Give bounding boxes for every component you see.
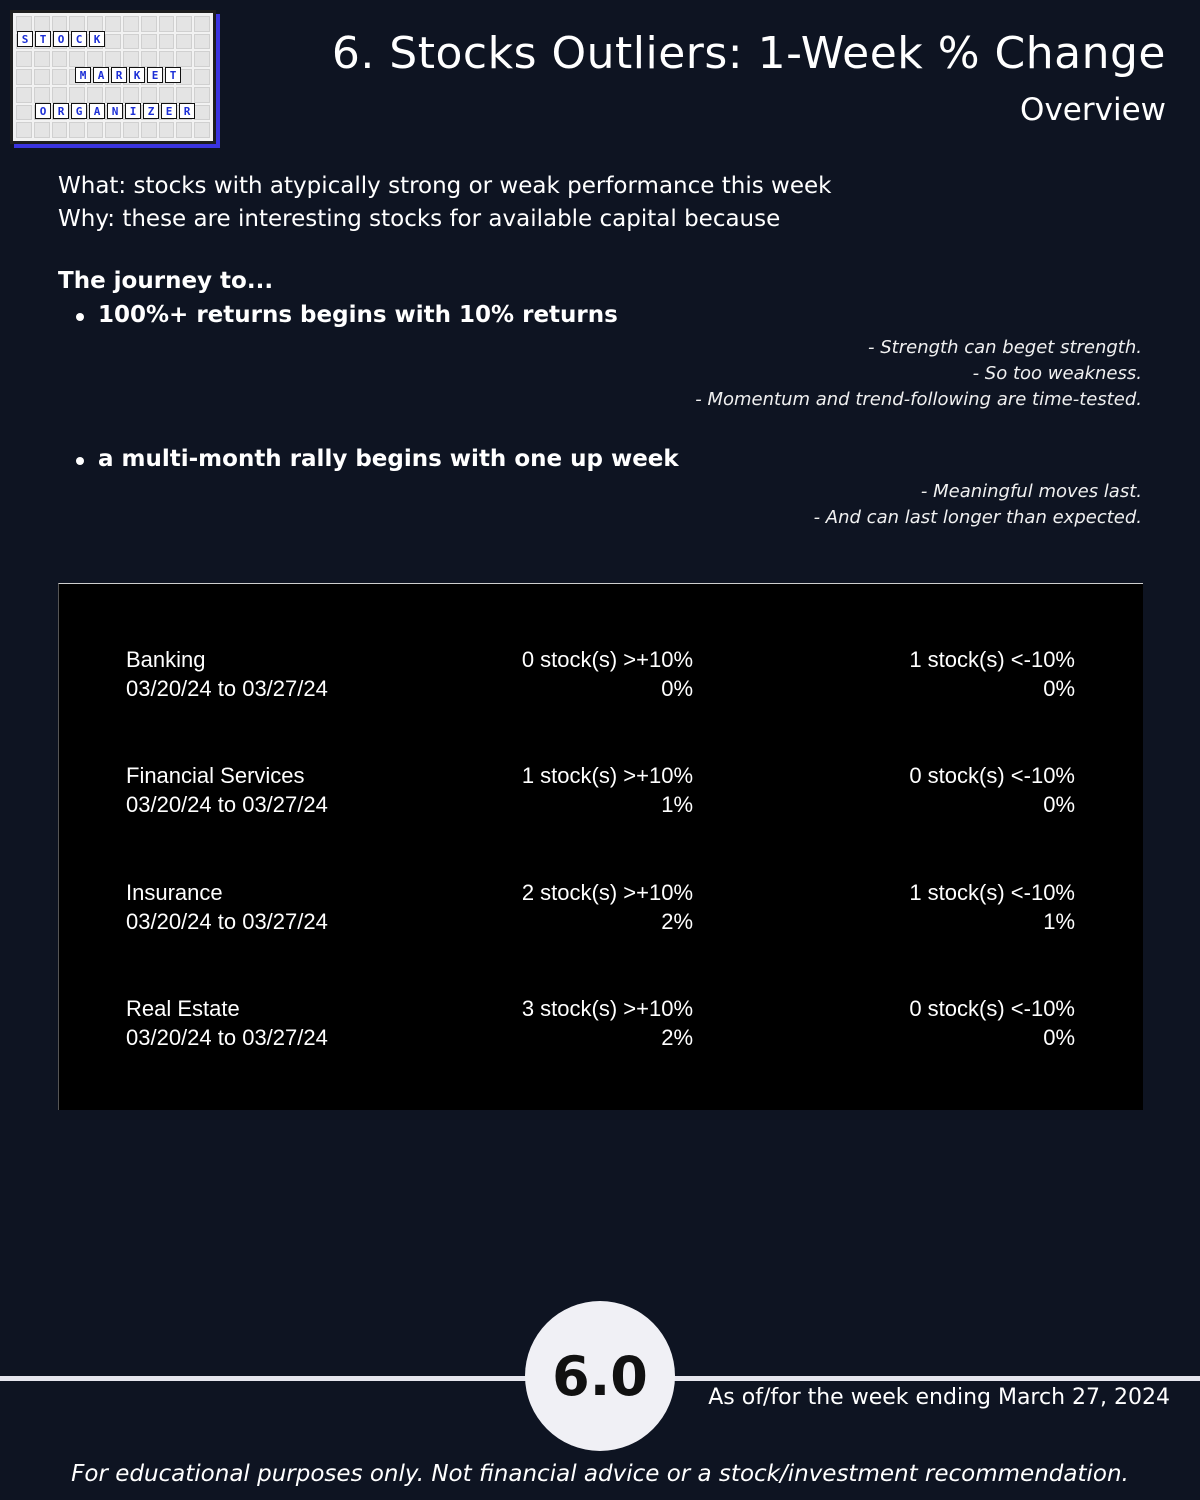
journey-notes-2 [814, 479, 1142, 531]
logo-letter: R [111, 67, 127, 83]
logo-letter: R [53, 103, 69, 119]
table-row [59, 761, 1143, 821]
intro-why: Why: these are interesting stocks for available capital because [58, 206, 781, 232]
logo-cell [105, 34, 121, 50]
journey-notes-1 [695, 335, 1142, 413]
logo-cell [52, 122, 68, 138]
date-range: 03/20/24 to 03/27/24 [126, 1025, 328, 1050]
logo-cell [69, 16, 85, 32]
logo-cell [105, 51, 121, 67]
as-of-date: As of/for the week ending March 27, 2024 [708, 1385, 1170, 1410]
logo-cell [34, 122, 50, 138]
sector-name: Insurance [126, 880, 223, 905]
sector-cell [126, 761, 328, 819]
up-count: 3 stock(s) >+10% [521, 996, 693, 1021]
logo-cell [87, 51, 103, 67]
logo-letter: T [35, 31, 51, 47]
logo-letter: C [71, 31, 87, 47]
up-pct: 2% [661, 1025, 693, 1050]
page-subtitle: Overview [1020, 92, 1166, 128]
journey-bullet-2: a multi-month rally begins with one up week [98, 446, 679, 472]
up-cell [522, 994, 693, 1052]
logo-cell [159, 34, 175, 50]
logo-letter: R [179, 103, 195, 119]
logo-letter: T [165, 67, 181, 83]
sector-name: Banking [126, 647, 206, 672]
down-pct: 0% [1043, 1025, 1075, 1050]
down-pct: 0% [1043, 676, 1075, 701]
logo-cell [69, 51, 85, 67]
logo-cell [16, 105, 32, 121]
note-line: - Strength can beget strength. [868, 337, 1142, 358]
table-row [59, 645, 1143, 705]
date-range: 03/20/24 to 03/27/24 [126, 909, 328, 934]
logo-cell [176, 51, 192, 67]
journey-heading: The journey to... [58, 268, 274, 294]
logo-cell [176, 87, 192, 103]
up-cell [522, 878, 693, 936]
date-range: 03/20/24 to 03/27/24 [126, 792, 328, 817]
page-title: 6. Stocks Outliers: 1-Week % Change [331, 28, 1166, 79]
logo-cell [194, 34, 210, 50]
logo-cell [141, 16, 157, 32]
logo-cell [52, 69, 68, 85]
logo-cell [105, 16, 121, 32]
logo-cell [176, 16, 192, 32]
disclaimer: For educational purposes only. Not financial advice or a stock/investment recommendation. [71, 1461, 1129, 1487]
logo-cell [159, 122, 175, 138]
journey-bullet-1: 100%+ returns begins with 10% returns [98, 302, 618, 328]
logo-cell [52, 16, 68, 32]
logo-cell [194, 69, 210, 85]
logo-letter: K [89, 31, 105, 47]
sector-cell [126, 645, 328, 703]
note-line: - So too weakness. [972, 363, 1142, 384]
logo-cell [87, 122, 103, 138]
up-count: 2 stock(s) >+10% [521, 880, 693, 905]
logo-letter: I [125, 103, 141, 119]
logo-cell [34, 69, 50, 85]
section-number-badge: 6.0 [525, 1301, 675, 1451]
up-cell [522, 761, 693, 819]
down-pct: 0% [1043, 792, 1075, 817]
logo-cell [194, 105, 210, 121]
logo-cell [141, 34, 157, 50]
logo-letter: E [161, 103, 177, 119]
down-count: 1 stock(s) <-10% [909, 647, 1075, 672]
logo-cell [16, 51, 32, 67]
logo-letter: A [93, 67, 109, 83]
up-pct: 2% [661, 909, 693, 934]
up-pct: 0% [661, 676, 693, 701]
sector-cell [126, 878, 328, 936]
logo-letter: G [71, 103, 87, 119]
logo-word-organizer [35, 103, 195, 119]
logo-word-market [75, 67, 181, 83]
logo-cell [194, 87, 210, 103]
logo-letter: O [35, 103, 51, 119]
sector-name: Real Estate [126, 996, 240, 1021]
logo-cell [34, 16, 50, 32]
down-cell [909, 645, 1075, 703]
logo-cell [16, 16, 32, 32]
logo-letter: S [17, 31, 33, 47]
logo-cell [159, 16, 175, 32]
logo-cell [123, 87, 139, 103]
logo-cell [194, 16, 210, 32]
intro-what: What: stocks with atypically strong or weak performance this week [58, 173, 832, 199]
logo-cell [176, 122, 192, 138]
logo-cell [194, 122, 210, 138]
sector-cell [126, 994, 328, 1052]
note-line: - And can last longer than expected. [813, 507, 1142, 528]
logo-cell [123, 34, 139, 50]
down-pct: 1% [1043, 909, 1075, 934]
logo-cell [16, 87, 32, 103]
logo-letter: K [129, 67, 145, 83]
logo-cell [69, 87, 85, 103]
logo-cell [105, 122, 121, 138]
logo-cell [141, 87, 157, 103]
logo-cell [34, 87, 50, 103]
logo-cell [176, 34, 192, 50]
logo-cell [16, 122, 32, 138]
logo-cell [141, 122, 157, 138]
logo-letter: O [53, 31, 69, 47]
down-cell [909, 761, 1075, 819]
up-cell [522, 645, 693, 703]
logo-letter: M [75, 67, 91, 83]
logo-cell [52, 51, 68, 67]
table-row [59, 994, 1143, 1054]
logo-cell [123, 122, 139, 138]
logo-cell [69, 122, 85, 138]
logo-cell [52, 87, 68, 103]
logo-cell [87, 16, 103, 32]
up-pct: 1% [661, 792, 693, 817]
note-line: - Momentum and trend-following are time-tested. [695, 389, 1142, 410]
up-count: 0 stock(s) >+10% [521, 647, 693, 672]
logo-cell [123, 51, 139, 67]
logo-word-stock [17, 31, 105, 47]
date-range: 03/20/24 to 03/27/24 [126, 676, 328, 701]
down-count: 0 stock(s) <-10% [909, 763, 1075, 788]
note-line: - Meaningful moves last. [920, 481, 1142, 502]
logo [10, 10, 216, 144]
logo-letter: A [89, 103, 105, 119]
intro-block [58, 170, 831, 236]
up-count: 1 stock(s) >+10% [521, 763, 693, 788]
down-cell [909, 878, 1075, 936]
logo-cell [194, 51, 210, 67]
outliers-table [58, 583, 1143, 1110]
logo-cell [87, 87, 103, 103]
sector-name: Financial Services [126, 763, 305, 788]
logo-cell [123, 16, 139, 32]
logo-cell [16, 69, 32, 85]
logo-letter: E [147, 67, 163, 83]
down-count: 0 stock(s) <-10% [909, 996, 1075, 1021]
logo-cell [159, 87, 175, 103]
table-row [59, 878, 1143, 938]
down-cell [909, 994, 1075, 1052]
logo-cell [141, 51, 157, 67]
logo-letter: N [107, 103, 123, 119]
logo-cell [159, 51, 175, 67]
down-count: 1 stock(s) <-10% [909, 880, 1075, 905]
logo-cell [105, 87, 121, 103]
logo-cell [34, 51, 50, 67]
logo-letter: Z [143, 103, 159, 119]
